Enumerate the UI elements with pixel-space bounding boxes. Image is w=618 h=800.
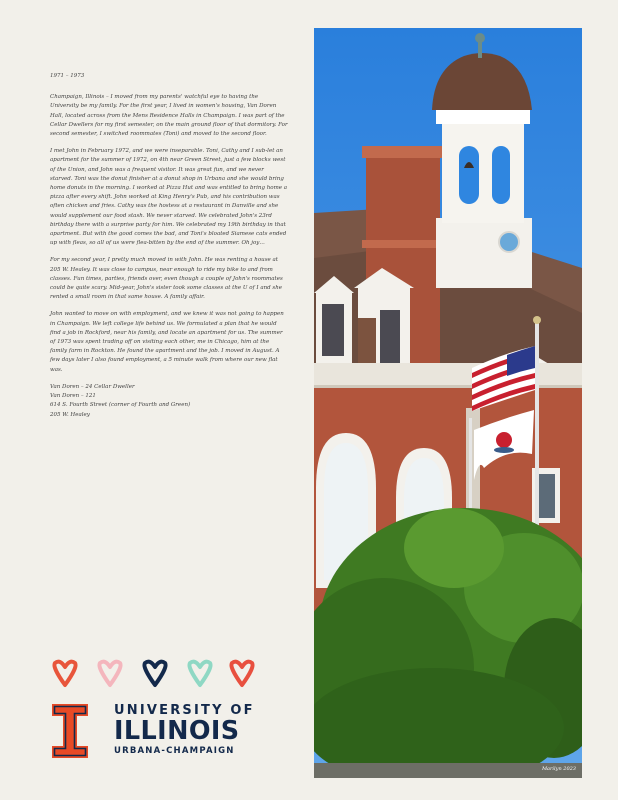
belfry-opening [492, 146, 510, 204]
date-range: 1971 – 1973 [50, 73, 85, 79]
address-line: 205 W. Healey [50, 411, 90, 418]
university-wordmark [114, 703, 264, 757]
heart-icon [187, 658, 213, 688]
block-i-fill [52, 704, 88, 758]
finial-ball [475, 33, 485, 43]
dormer-window [322, 304, 344, 356]
hearts-row [52, 658, 257, 690]
address-line: Van Doren – 24 Cellar Dweller [50, 383, 135, 390]
heart-mint [189, 662, 210, 685]
dormer-window [380, 310, 400, 366]
journal-text [50, 72, 288, 420]
campus-photo [314, 28, 582, 778]
paragraph-3: For my second year, I pretty much moved in with John. He was renting a house at 205 W. Healey. It was close to campus, near enough to ride my bike to and from classes. Fun times, parties, friends over, even though a couple of John's roommates could be quite scary. Mid-year, John's sister took some classes at the U of I and she rented a small room in that same house. A family affair. [50, 257, 283, 301]
heart-icon [142, 658, 168, 688]
heart-icon [229, 658, 255, 688]
address-line: Van Doren – 121 [50, 393, 96, 400]
window-glass [537, 474, 555, 518]
heart-red [231, 662, 252, 685]
heart-icon [97, 658, 123, 688]
paragraph-4: John wanted to move on with employment, and we knew it was not going to happen in Champaign. We left college life behind us. We formulated a plan that he would find a job in Rockford, near his family, and locate an apartment for us. The summer of 1973 was spent trading off on visiting each other, me in Chicago, him at the family farm in Rockton. He found the apartment and the job. I moved in August. A few days later I also found employment, a 5 minute walk from where our new flat was. [50, 311, 284, 373]
clock-icon [499, 232, 519, 252]
heart-icon [52, 658, 78, 688]
paragraph-1: Champaign, Illinois – I moved from my parents' watchful eye to having the University be my family. For the first year, I lived in women's housing, Van Doren Hall, located across from the Mens Residence Halls in Champaign. I was part of the Cellar Dwellers for my first semester, on the main ground floor of that dormitory. For second semester, I switched roommates (Toni) and moved to the second floor. [50, 94, 288, 138]
chimney-band [362, 240, 444, 248]
paragraph-2: I met John in February 1972, and we were inseparable. Toni, Cathy and I sub-let an apartment for the summer of 1972, on 4th near Green Street, just a few blocks west of the Union, and John was a frequent visitor. It was great fun, and we never starved. Toni was the donut finisher at a donut shop in Urbana and she would bring home donuts in the morning. I worked at Pizza Hut and was entitled to bring home a pizza after every shift. John worked at King Henry's Pub, and his contribution was often chicken and fries. Cathy was the hostess at a restaurant in Danville and she would supplement our food stash. We never starved. We celebrated John's 23rd birthday there with a surprise party for him. We celebrated my 19th birthday in that apartment. But with the good comes the bad, and Toni's bloated Siamese cats ended up with fleas, so all of us were flea-bitten by the end of the summer. Oh joy… [50, 148, 288, 247]
cupola-cornice [436, 108, 530, 124]
cupola-belfry [442, 123, 524, 223]
address-list [50, 383, 288, 420]
block-i-logo-icon [52, 704, 88, 758]
heart-pink [99, 662, 120, 685]
heart-orange [54, 662, 75, 685]
chimney-cap [362, 146, 444, 158]
wordmark-line-2: ILLINOIS [114, 716, 240, 746]
address-line: 614 S. Fourth Street (corner of Fourth and Green) [50, 402, 191, 409]
wordmark-line-3: URBANA-CHAMPAIGN [114, 746, 235, 756]
heart-navy [144, 662, 165, 685]
wordmark-line-1: UNIVERSITY OF [114, 703, 255, 718]
belfry-opening [459, 146, 479, 204]
roof-patch [358, 318, 376, 370]
building-illustration [314, 28, 582, 778]
flagpole-finial [533, 316, 541, 324]
cupola-base [436, 218, 532, 288]
photo-credit: Marilyn 2023 [541, 766, 576, 772]
